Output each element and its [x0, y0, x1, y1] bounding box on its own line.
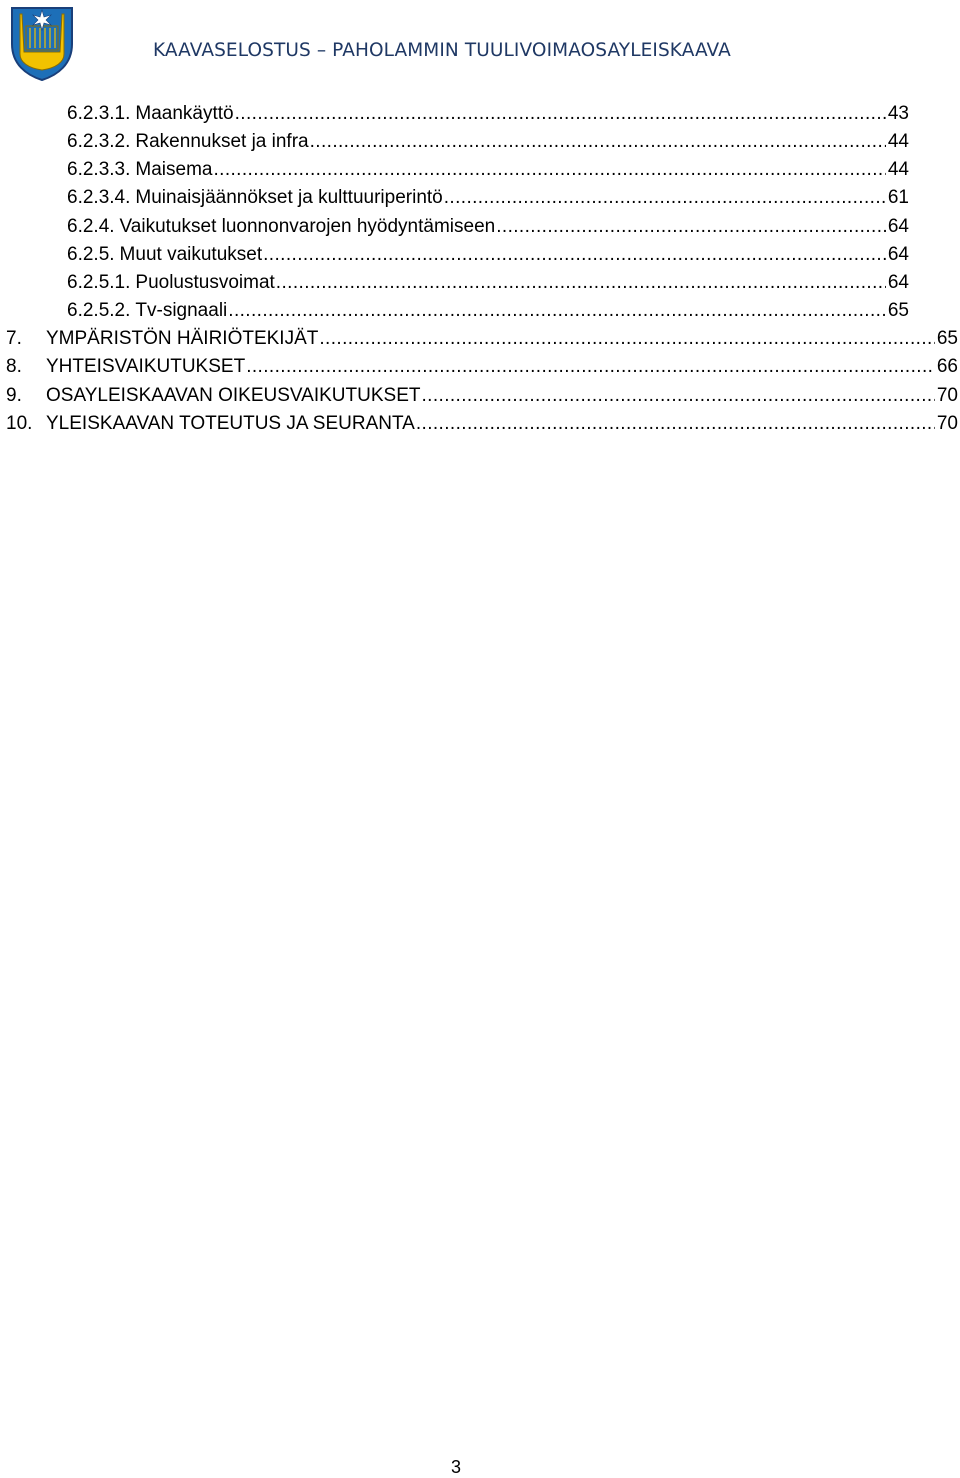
toc-entry-title: YLEISKAAVAN TOTEUTUS JA SEURANTA: [46, 413, 415, 434]
toc-entry-number: 6.2.4.: [67, 216, 115, 237]
toc-entry-page: 65: [887, 300, 909, 321]
toc-dot-leader: [276, 269, 886, 297]
toc-entry-title: Vaikutukset luonnonvarojen hyödyntämiseen: [119, 216, 496, 237]
toc-dot-leader: [310, 128, 886, 156]
municipality-crest-icon: [8, 4, 76, 82]
toc-entry-title: Muinaisjäännökset ja kulttuuriperintö: [135, 187, 443, 208]
toc-dot-leader: [246, 353, 935, 381]
toc-entry[interactable]: [6, 410, 958, 438]
toc-dot-leader: [496, 213, 886, 241]
toc-entry[interactable]: [67, 100, 909, 128]
toc-entry-page: 64: [887, 272, 909, 293]
toc-dot-leader: [263, 241, 886, 269]
toc-entry-number: 6.2.5.: [67, 244, 115, 265]
toc-entry-number: 9.: [6, 385, 22, 406]
toc-dot-leader: [213, 156, 885, 184]
toc-dot-leader: [319, 325, 934, 353]
toc-entry-number: 6.2.5.1.: [67, 272, 131, 293]
toc-entry[interactable]: [67, 184, 909, 212]
toc-entry-page: 64: [887, 244, 909, 265]
toc-entry[interactable]: [67, 213, 909, 241]
toc-dot-leader: [416, 410, 935, 438]
toc-entry-title: YMPÄRISTÖN HÄIRIÖTEKIJÄT: [46, 328, 319, 349]
toc-entry-title: Tv-signaali: [135, 300, 228, 321]
toc-entry-page: 44: [887, 131, 909, 152]
toc-entry-title: Puolustusvoimat: [135, 272, 275, 293]
toc-entry-page: 44: [887, 159, 909, 180]
document-header-title: KAAVASELOSTUS – PAHOLAMMIN TUULIVOIMAOSAYLEISKAAVA: [153, 40, 731, 61]
toc-entry-page: 70: [936, 385, 958, 406]
toc-entry[interactable]: [6, 325, 958, 353]
toc-entry-title: OSAYLEISKAAVAN OIKEUSVAIKUTUKSET: [46, 385, 421, 406]
toc-entry-page: 65: [936, 328, 958, 349]
toc-entry-title: Maankäyttö: [135, 103, 234, 124]
toc-entry-title: Muut vaikutukset: [119, 244, 263, 265]
toc-dot-leader: [444, 184, 886, 212]
toc-entry-page: 70: [936, 413, 958, 434]
toc-entry-number: 6.2.3.1.: [67, 103, 131, 124]
toc-entry[interactable]: [67, 156, 909, 184]
toc-entry-page: 61: [887, 187, 909, 208]
toc-entry-number: 10.: [6, 413, 33, 434]
toc-entry-number: 6.2.5.2.: [67, 300, 131, 321]
toc-entry-number: 7.: [6, 328, 22, 349]
toc-entry[interactable]: [6, 382, 958, 410]
toc-entry[interactable]: [67, 269, 909, 297]
toc-dot-leader: [228, 297, 886, 325]
toc-entry[interactable]: [67, 297, 909, 325]
toc-entry-number: 6.2.3.2.: [67, 131, 131, 152]
toc-entry-number: 6.2.3.3.: [67, 159, 131, 180]
toc-entry-title: Maisema: [135, 159, 213, 180]
toc-dot-leader: [421, 382, 934, 410]
toc-entry[interactable]: [67, 241, 909, 269]
toc-entry-page: 43: [887, 103, 909, 124]
toc-entry-page: 64: [887, 216, 909, 237]
toc-entry-number: 6.2.3.4.: [67, 187, 131, 208]
toc-entry-title: YHTEISVAIKUTUKSET: [46, 356, 246, 377]
toc-entry-title: Rakennukset ja infra: [135, 131, 309, 152]
toc-entry[interactable]: [6, 353, 958, 381]
toc-entry-number: 8.: [6, 356, 22, 377]
toc-entry[interactable]: [67, 128, 909, 156]
toc-entry-page: 66: [936, 356, 958, 377]
toc-dot-leader: [235, 100, 886, 128]
page-number: 3: [450, 1457, 461, 1477]
